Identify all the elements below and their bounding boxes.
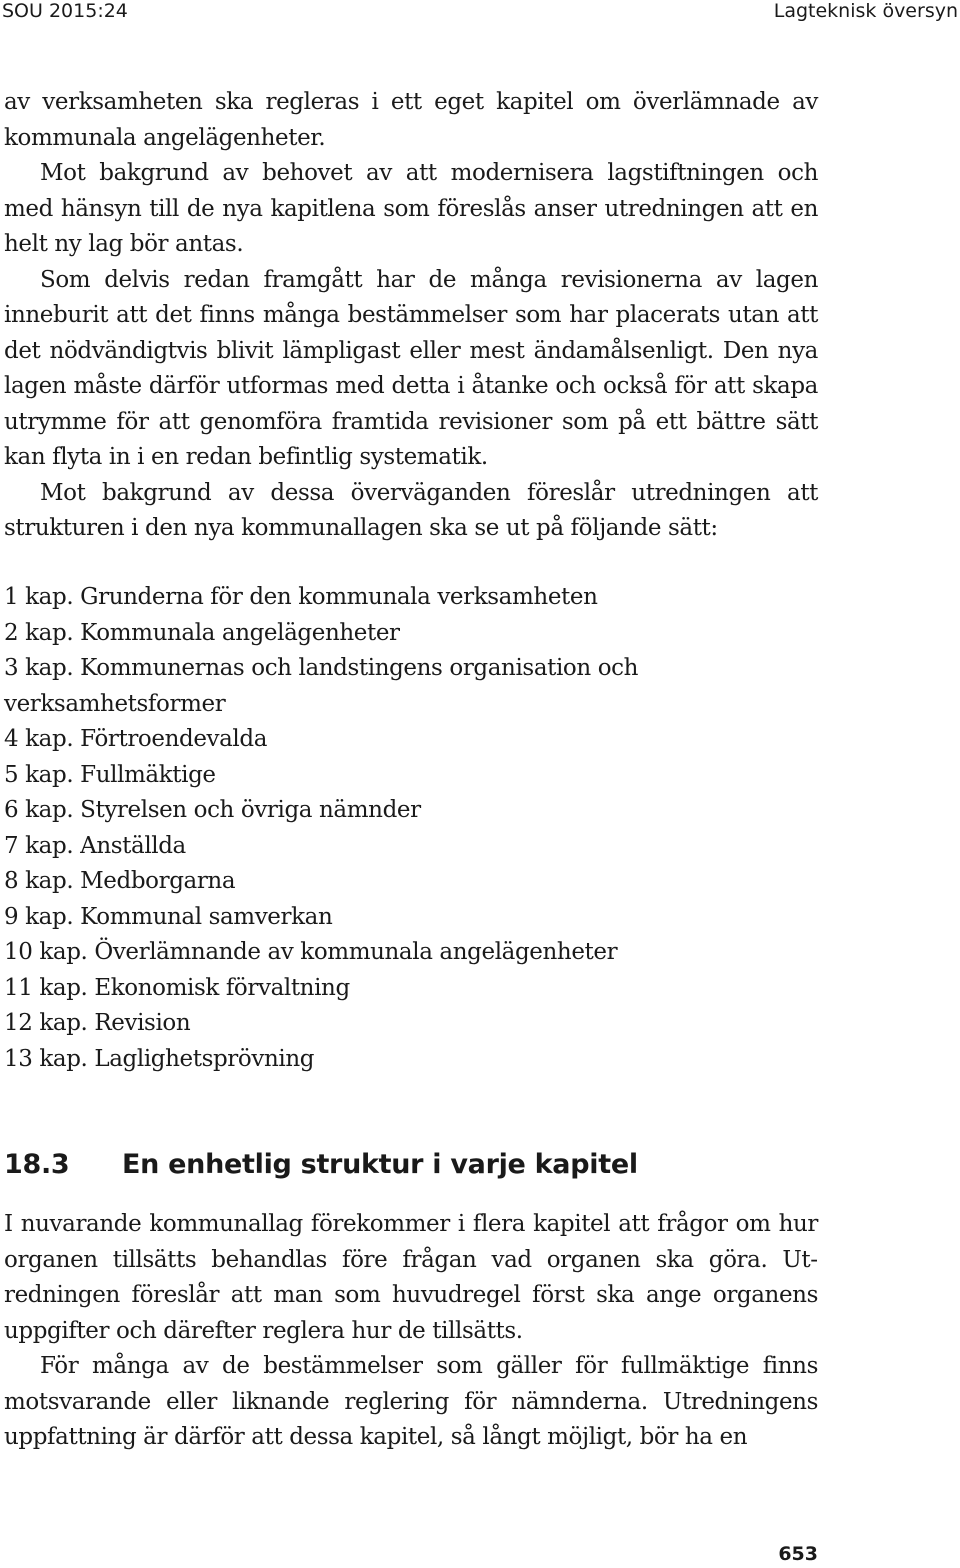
chapter-item: 6 kap. Styrelsen och övriga nämnder	[4, 797, 421, 823]
body-text	[4, 85, 818, 547]
chapter-item: 9 kap. Kommunal samverkan	[4, 903, 333, 930]
paragraph: Mot bakgrund av behovet av att modernisera lagstiftningen och med hänsyn till de nya kapitlena som föreslås anser utredningen att en helt ny lag bör antas.	[4, 160, 818, 257]
chapter-item: 4 kap. Förtroendevalda	[4, 726, 268, 752]
chapter-item: 10 kap. Överlämnande av kommunala angelägenheter	[4, 939, 618, 965]
section-body	[4, 1207, 818, 1456]
section-title: En enhetlig struktur i varje kapitel	[122, 1149, 638, 1180]
section-heading	[4, 1145, 638, 1185]
chapter-item: 3 kap. Kommunernas och landstingens organisation och verksamhetsformer	[4, 655, 639, 717]
chapter-item: 12 kap. Revision	[4, 1010, 191, 1036]
page-number: 653	[778, 1543, 818, 1565]
section-number: 18.3	[4, 1149, 70, 1180]
chapter-item: 2 kap. Kommunala angelägenheter	[4, 619, 400, 646]
chapter-item: 7 kap. Anställda	[4, 832, 186, 859]
paragraph: av verksamheten ska regleras i ett eget kapitel om överlämnade av kommunala angelägenheter.	[4, 89, 818, 151]
report-reference: SOU 2015:24	[2, 0, 128, 22]
chapter-item: 11 kap. Ekonomisk förvaltning	[4, 974, 350, 1001]
chapter-item: 13 kap. Laglighetsprövning	[4, 1045, 315, 1072]
paragraph: Mot bakgrund av dessa överväganden föreslår utredningen att strukturen i den nya kommunallagen ska se ut på följande sätt:	[4, 479, 818, 541]
running-header	[0, 0, 960, 24]
chapter-list	[4, 580, 764, 1077]
paragraph: För många av de bestämmelser som gäller för fullmäktige finns motsvarande eller liknande reglering för nämnderna. Utredningens uppfattning är därför att dessa kapitel, så långt möjligt, bör ha en	[4, 1353, 818, 1450]
chapter-item: 1 kap. Grunderna för den kommunala verksamheten	[4, 584, 598, 610]
paragraph: Som delvis redan framgått har de många revisionerna av lagen inneburit att det finns många bestämmelser som har placerats utan att det nödvändigtvis blivit lämpligast eller mest ändamålsenligt. Den nya lagen måste därför utformas med detta i åtanke och också för att skapa utrymme för att genomföra framtida revisioner som på ett bättre sätt kan flyta in i en redan befintlig systematik.	[4, 266, 818, 470]
paragraph: I nuvarande kommunallag förekommer i flera kapitel att frågor om hur organen tillsätts behandlas före frågan vad organen ska göra. Utredningen föreslår att man som huvudregel först ska ange organens uppgifter och därefter reglera hur de tillsätts.	[4, 1211, 818, 1344]
chapter-title-header: Lagteknisk översyn	[773, 0, 958, 22]
chapter-item: 5 kap. Fullmäktige	[4, 761, 216, 788]
chapter-item: 8 kap. Medborgarna	[4, 868, 236, 894]
